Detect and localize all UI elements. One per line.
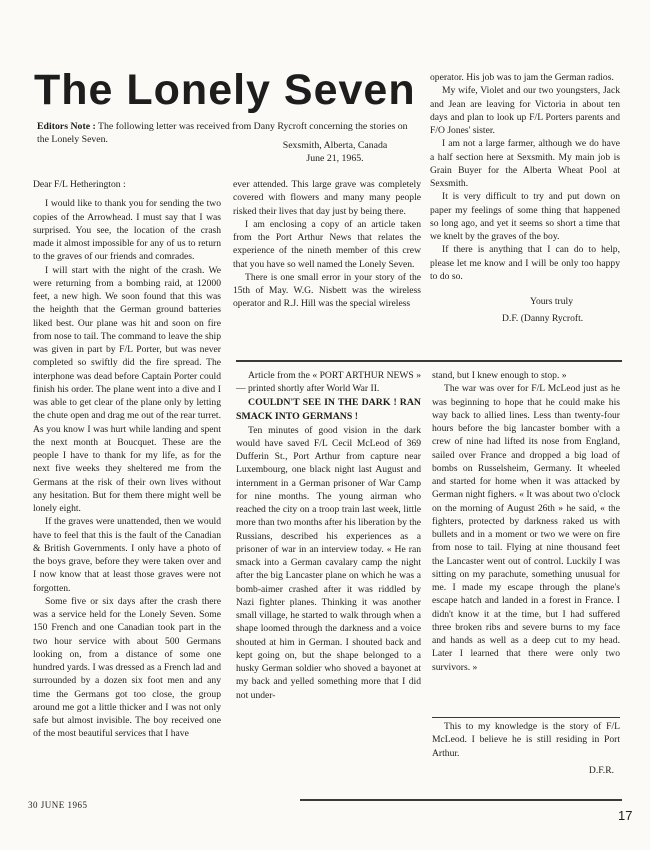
- letter-paragraph: There is one small error in your story of the 15th of May. W.G. Nisbett was the wireless operator and R.J. Hill was the special wireless: [233, 271, 421, 310]
- letter-paragraph: operator. His job was to jam the German radios.: [430, 72, 614, 83]
- letter-column-3: [430, 71, 620, 326]
- section-divider: [236, 360, 622, 362]
- clipping-headline: COULDN'T SEE IN THE DARK ! RAN SMACK INTO GERMANS !: [236, 396, 421, 422]
- note-divider: [432, 717, 620, 718]
- editors-note-label: Editors Note :: [37, 121, 96, 132]
- letter-paragraph: My wife, Violet and our two youngsters, Jack and Jean are leaving for Victoria in about ten days and plan to look up F/L Porters parents and F/O Jones' sister.: [430, 85, 620, 136]
- letter-paragraph: I am not a large farmer, although we do have a half section here at Sexsmith. My main job is Grain Buyer for the Alberta Wheat Pool at Sexsmith.: [430, 138, 620, 189]
- footer-rule: [300, 799, 622, 801]
- clipping-note: This to my knowledge is the story of F/L McLeod. I believe he is still residing in Port Arthur.: [432, 721, 620, 759]
- dateline: [270, 140, 400, 165]
- clipping-note-block: [432, 720, 620, 777]
- dateline-date: June 21, 1965.: [306, 152, 364, 164]
- clipping-column-3: [432, 369, 620, 674]
- letter-paragraph: I will start with the night of the crash. We were returning from a bombing raid, at 12000 feet, a new high. We soon found that this was the heighth that the German ground batteries liked best. Our plane was hit and soon on fire from nose to tail. The command to leave the ship was given in part by F/L Porter, but was never completed so swiftly did the fire spread. The interphone was dead before Captain Porter could finish his order. The plane went into a dive and I was able to get clear of the plane only by letting the chute open and drag me out of the rear turret. As you know I was hurt while landing and spent the next month at Boucquet. These are the people I have to thank for my life, as for the next five weeks they sheltered me from the Germans at the risk of their own lives without any hesitation. But for them there might well be lonely eight.: [33, 264, 221, 514]
- clipping-paragraph: stand, but I knew enough to stop. »: [432, 370, 567, 381]
- letter-column-2: [233, 178, 421, 311]
- letter-paragraph: I am enclosing a copy of an article taken from the Port Arthur News that relates the experience of the nineth member of this crew that you have so well named the Lonely Seven.: [233, 218, 421, 270]
- clipping-initials: D.F.R.: [588, 764, 614, 776]
- clipping-column-2: [236, 369, 421, 702]
- letter-column-1: [33, 178, 221, 741]
- article-title: The Lonely Seven: [34, 66, 416, 114]
- letter-paragraph: If the graves were unattended, then we would have to feel that this is the fault of the Canadian & British Governments. I only have a photo of the boys grave, before they were taken over and I now know that at least those graves were not forgotten.: [33, 516, 221, 594]
- editors-note-text: The following letter was received from Dany Rycroft concerning the stories on the Lonely Seven.: [37, 121, 408, 145]
- clipping-intro: Article from the « PORT ARTHUR NEWS » — printed shortly after World War II.: [236, 370, 421, 395]
- letter-paragraph: If there is anything that I can do to help, please let me know and I will be only too happy to do so.: [430, 244, 620, 282]
- letter-signature: D.F. (Danny Rycroft.: [502, 313, 584, 325]
- letter-closing: Yours truly: [530, 296, 574, 307]
- letter-paragraph: Some five or six days after the crash there was a service held for the Lonely Seven. Some 150 French and one Canadian took part in the two hour service with about 500 Germans looking on, from a distance of some one hundred yards. I was dressed as a French lad and surrounded by a dozen six foot men and any time the Germans got too close, the group around me got a little thicker and I was not only safe but almost invisible. The boy received one of the most beautiful services that I have: [33, 595, 221, 740]
- clipping-paragraph: The war was over for F/L McLeod just as he was beginning to hope that he could make his way back to allied lines. Less than twenty-four hours before the big lancaster bomber with a crew of nine had lifted its nose from England, sailed over France and dropped a big load of bombs on Russelsheim, Germany. It wheeled and started for home when it was attacked by German night fighers. « It was about two o'clock on the morning of August 26th » he said, « the fighters, protected by darkness raked us with bullets and in a moment or two we were on fire from nose to tail. Flying at nine thousand feet the Lancaster went out of control. Luckily I was sitting on my parachute, something unusual for me. I made my escape through the plane's escape hatch and landed in a forest in France. I didn't know it at the time, but I had suffered three broken ribs and severe burns to my face and hands as well as a deep cut to my head. Later I learned that there were only two survivors. »: [432, 383, 620, 673]
- footer-date: 30 JUNE 1965: [28, 800, 88, 810]
- salutation: Dear F/L Hetherington :: [33, 179, 126, 190]
- letter-paragraph: It is very difficult to try and put down on paper my feelings of some thing that happened so long ago, and yet it seems so short a time that we knelt by the graves of the boy.: [430, 191, 620, 242]
- letter-paragraph: ever attended. This large grave was completely covered with flowers and many many people risked their lives that day just by being there.: [233, 179, 421, 217]
- letter-paragraph: I would like to thank you for sending the two copies of the Arrowhead. I must say that I was surprised. You see, the location of the crash made it almost impossible for any of us to return to the graves of our friends and comrades.: [33, 198, 221, 263]
- page-number: 17: [618, 808, 633, 823]
- clipping-paragraph: Ten minutes of good vision in the dark would have saved F/L Cecil McLeod of 369 Dufferin St., Port Arthur from capture near Luxembourg, one black night last August and internment in a German prisoner of War Camp for nine months. The young airman who reached the city on a troop train last week, little more than two months after his liberation by the Russians, described his experiences as a prisoner of war in an interview today. « He ran smack into a German cavalary camp the night after the big Lancaster plane on which he was a bomb-aimer crashed after it was riddled by Nazi fighter planes. Thinking it was another small village, he started to walk through when a shape loomed through the darkness and a voice shouted at him in German. I shouted back and kept going on, but the shape belonged to a husky German soldier who shoved a bayonet at my back and yelled something more that I did not under-: [236, 424, 421, 701]
- dateline-place: Sexsmith, Alberta, Canada: [282, 140, 388, 151]
